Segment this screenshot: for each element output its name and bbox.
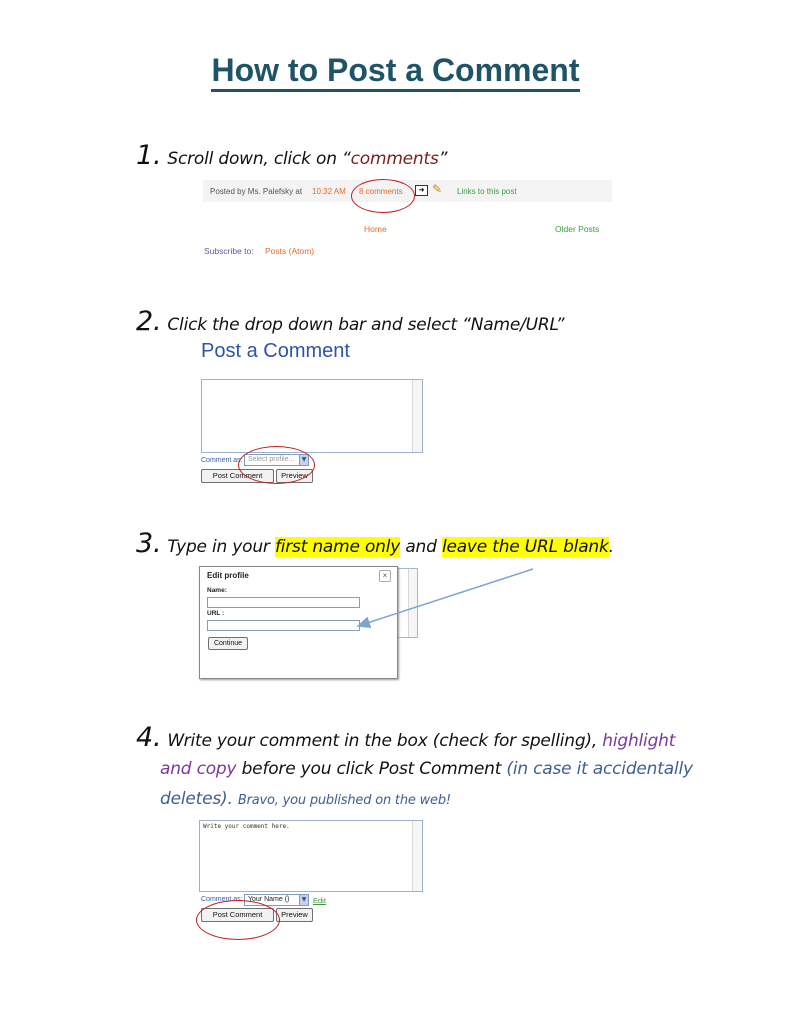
profile-select[interactable]: Your Name () bbox=[244, 894, 300, 906]
chevron-down-icon[interactable]: ▼ bbox=[299, 454, 309, 466]
posted-by-text: Posted by Ms. Palefsky at bbox=[210, 187, 303, 196]
scrollbar[interactable] bbox=[412, 821, 422, 891]
url-field[interactable] bbox=[207, 620, 360, 631]
posts-atom-link[interactable]: Posts (Atom) bbox=[265, 246, 315, 256]
page-title: How to Post a Comment bbox=[0, 52, 791, 89]
email-post-icon[interactable]: ➜ bbox=[415, 185, 428, 196]
step-3-instruction: 3. Type in your first name only and leave the URL blank. bbox=[136, 528, 614, 559]
comments-link[interactable]: 8 comments bbox=[359, 187, 403, 196]
scrollbar[interactable] bbox=[412, 380, 422, 452]
step-number: 4. bbox=[136, 722, 162, 753]
profile-select[interactable]: Select profile... bbox=[244, 454, 300, 466]
name-field[interactable] bbox=[207, 597, 360, 608]
continue-button[interactable]: Continue bbox=[208, 637, 248, 650]
close-icon[interactable]: × bbox=[379, 570, 391, 582]
highlight-circle bbox=[238, 446, 315, 484]
links-to-post[interactable]: Links to this post bbox=[457, 187, 517, 196]
pencil-icon[interactable]: ✎ bbox=[432, 182, 443, 196]
step-4-line-2: and copy before you click Post Comment (in case it accidentally bbox=[160, 759, 693, 779]
step-4-instruction: 4. Write your comment in the box (check for spelling), highlight bbox=[136, 722, 676, 753]
preview-button[interactable]: Preview bbox=[276, 469, 313, 483]
dialog-title: Edit profile bbox=[207, 571, 249, 580]
edit-link[interactable]: Edit bbox=[313, 896, 326, 905]
highlight-circle bbox=[196, 900, 280, 940]
comment-text: Write your comment here. bbox=[203, 823, 290, 830]
step-2-instruction: 2. Click the drop down bar and select “Name/URL” bbox=[136, 306, 565, 337]
arrow-annotation bbox=[350, 566, 540, 632]
highlight-circle bbox=[351, 179, 415, 213]
step-number: 1. bbox=[136, 140, 162, 171]
name-label: Name: bbox=[207, 587, 227, 594]
step-number: 3. bbox=[136, 528, 162, 559]
comment-textarea[interactable] bbox=[199, 820, 423, 892]
subscribe-label: Subscribe to: bbox=[204, 246, 254, 256]
post-time-link[interactable]: 10:32 AM bbox=[312, 187, 346, 196]
comment-as-label: Comment as: bbox=[201, 896, 243, 903]
home-link[interactable]: Home bbox=[364, 224, 387, 234]
step-number: 2. bbox=[136, 306, 162, 337]
step-1-instruction: 1. Scroll down, click on “comments” bbox=[136, 140, 448, 171]
post-comment-button[interactable]: Post Comment bbox=[201, 469, 274, 483]
comment-textarea[interactable] bbox=[201, 379, 423, 453]
preview-button[interactable]: Preview bbox=[276, 908, 313, 922]
post-a-comment-heading: Post a Comment bbox=[201, 340, 350, 362]
url-label: URL : bbox=[207, 610, 225, 617]
comment-as-label: Comment as: bbox=[201, 457, 243, 464]
step-4-line-3: deletes). Bravo, you published on the web! bbox=[160, 789, 451, 809]
chevron-down-icon[interactable]: ▼ bbox=[299, 894, 309, 906]
older-posts-link[interactable]: Older Posts bbox=[555, 224, 600, 234]
post-comment-button[interactable]: Post Comment bbox=[201, 908, 274, 922]
